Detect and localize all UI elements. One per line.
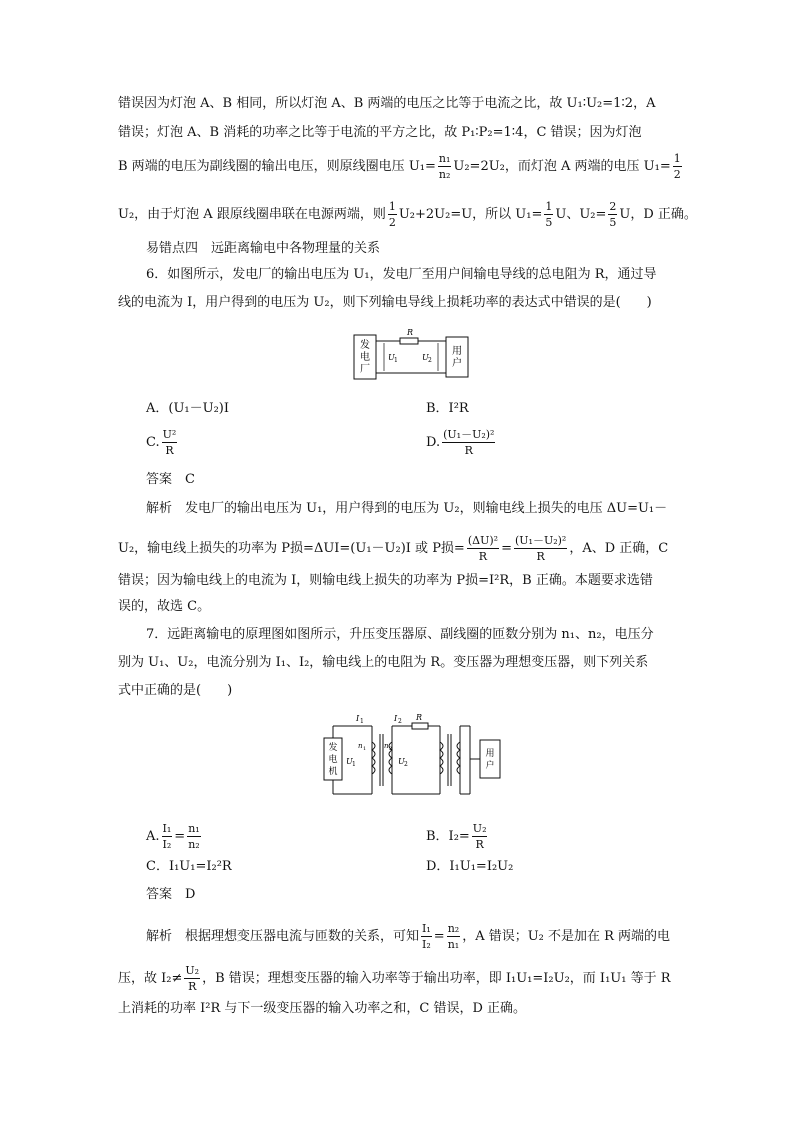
svg-text:2: 2 <box>428 357 432 364</box>
transmission-diagram-q7 <box>320 712 510 802</box>
fraction: $\frac{\text{n₁}}{\text{n₂}}$ <box>438 152 451 181</box>
option-a: A. $\frac{\text{I₁}}{\text{I₂}}$ = $\frac{\text{n₁}}{\text{n₂}}$ <box>146 822 200 851</box>
answer-label: 答案 D <box>146 887 196 902</box>
fraction: $\frac{\text{I₁}}{\text{I₂}}$ <box>422 922 431 951</box>
option-b: B．I₂= $\frac{\text{U₂}}{R}$ <box>426 822 487 851</box>
svg-text:n: n <box>384 742 389 750</box>
svg-text:机: 机 <box>328 767 338 777</box>
option-d: D. $\frac{\text{(U₁－U₂)²}}{R}$ <box>426 428 495 457</box>
option-c: C. $\frac{\text{U²}}{R}$ <box>146 428 177 457</box>
explanation-line: 错误；因为输电线上的电流为 I，则输电线上损失的功率为 P损=I²R，B 正确。本题要求选错 <box>118 573 653 588</box>
svg-text:U: U <box>422 353 429 362</box>
option-b: B．I²R <box>426 401 469 416</box>
text-line: 错误；灯泡 A、B 消耗的功率之比等于电流的平方之比，故 P₁∶P₂=1∶4，C 错误；因为灯泡 <box>118 125 642 140</box>
fraction: $\frac{\text{U²}}{R}$ <box>162 428 177 457</box>
fraction: $\frac{1}{2}$ <box>673 152 681 181</box>
text-line: 错误因为灯泡 A、B 相同，所以灯泡 A、B 两端的电压之比等于电流之比，故 U₁∶U₂=1∶2，A <box>118 96 656 111</box>
svg-text:U: U <box>398 757 405 766</box>
svg-text:发: 发 <box>328 743 338 753</box>
svg-text:用: 用 <box>485 749 495 759</box>
fraction: $\frac{\text{U₂}}{R}$ <box>185 964 200 993</box>
svg-text:I: I <box>356 714 360 723</box>
text-line: B 两端的电压为副线圈的输出电压，则原线圈电压 U₁= $\frac{\text{n₁}}{\text{n₂}}$ U₂=2U₂，而灯泡 A 两端的电压 U₁= $\frac{1}{2}$ <box>118 152 681 181</box>
fraction: $\frac{1}{2}$ <box>388 200 396 229</box>
svg-text:1: 1 <box>394 357 398 364</box>
svg-text:1: 1 <box>363 746 367 752</box>
fraction: $\frac{\text{(U₁－U₂)²}}{R}$ <box>443 428 495 457</box>
option-c: C．I₁U₁=I₂²R <box>146 859 232 874</box>
fraction: $\frac{\text{(ΔU)²}}{R}$ <box>467 534 499 563</box>
svg-text:1: 1 <box>360 718 364 725</box>
fraction: $\frac{\text{U₂}}{R}$ <box>472 822 487 851</box>
text-line: U₂，由于灯泡 A 跟原线圈串联在电源两端，则 $\frac{1}{2}$ U₂+2U₂=U，所以 U₁= $\frac{1}{5}$ U、U₂= $\frac{2}{5}$ U，D 正确。 <box>118 200 697 229</box>
option-d: D．I₁U₁=I₂U₂ <box>426 859 514 874</box>
explanation-line: 压，故 I₂≠ $\frac{\text{U₂}}{R}$ ，B 错误；理想变压器的输入功率等于输出功率，即 I₁U₁=I₂U₂，而 I₁U₁ 等于 R <box>118 964 671 993</box>
section-heading: 易错点四 远距离输电中各物理量的关系 <box>146 241 381 256</box>
explanation-line: 解析 发电厂的输出电压为 U₁，用户得到的电压为 U₂，则输电线上损失的电压 ΔU=U₁－ <box>146 501 668 516</box>
svg-text:2: 2 <box>398 718 402 725</box>
fraction: $\frac{2}{5}$ <box>609 200 617 229</box>
svg-text:户: 户 <box>452 358 462 369</box>
question-7-stem: 别为 U₁、U₂，电流分别为 I₁、I₂，输电线上的电阻为 R。变压器为理想变压器，则下列关系 <box>118 655 649 670</box>
question-7-stem: 式中正确的是( ) <box>118 683 233 698</box>
fraction: $\frac{1}{5}$ <box>545 200 553 229</box>
option-a: A．(U₁－U₂)I <box>146 401 230 416</box>
explanation-line: U₂，输电线上损失的功率为 P损=ΔUI=(U₁－U₂)I 或 P损= $\frac{\text{(ΔU)²}}{R}$ = $\frac{\text{(U₁－U₂)²}}{R}$ ，A、D 正确，C <box>118 534 669 563</box>
svg-text:U: U <box>388 353 395 362</box>
svg-text:n: n <box>358 742 363 750</box>
svg-text:U: U <box>346 757 353 766</box>
svg-text:发: 发 <box>360 340 370 351</box>
svg-text:R: R <box>416 713 423 722</box>
question-6-stem: 6．如图所示，发电厂的输出电压为 U₁，发电厂至用户间输电导线的总电阻为 R，通过导 <box>146 267 657 282</box>
explanation-line: 误的，故选 C。 <box>118 599 211 614</box>
svg-text:I: I <box>394 714 398 723</box>
svg-text:电: 电 <box>328 755 338 765</box>
fraction: $\frac{\text{n₁}}{\text{n₂}}$ <box>188 822 200 851</box>
fraction: $\frac{\text{n₂}}{\text{n₁}}$ <box>447 922 460 951</box>
svg-text:2: 2 <box>404 761 408 768</box>
fraction: $\frac{\text{I₁}}{\text{I₂}}$ <box>162 822 172 851</box>
explanation-line: 解析 根据理想变压器电流与匝数的关系，可知 $\frac{\text{I₁}}{\text{I₂}}$ = $\frac{\text{n₂}}{\text{n₁}}$ ，A 错误；U₂ 不是加在 R 两端的电 <box>146 922 671 951</box>
explanation-line: 上消耗的功率 I²R 与下一级变压器的输入功率之和，C 错误，D 正确。 <box>118 1001 527 1016</box>
question-6-stem: 线的电流为 I，用户得到的电压为 U₂，则下列输电导线上损耗功率的表达式中错误的是( ) <box>118 295 652 310</box>
svg-text:2: 2 <box>389 746 393 752</box>
question-7-stem: 7．远距离输电的原理图如图所示，升压变压器原、副线圈的匝数分别为 n₁、n₂，电压分 <box>146 627 654 642</box>
answer-label: 答案 C <box>146 472 195 487</box>
svg-text:1: 1 <box>352 761 356 768</box>
circuit-diagram-q6 <box>352 327 472 385</box>
svg-text:电: 电 <box>360 352 370 363</box>
svg-text:R: R <box>407 328 414 337</box>
svg-text:户: 户 <box>485 761 495 771</box>
svg-text:用: 用 <box>452 346 462 357</box>
svg-text:厂: 厂 <box>360 364 370 375</box>
fraction: $\frac{\text{(U₁－U₂)²}}{R}$ <box>514 534 567 563</box>
